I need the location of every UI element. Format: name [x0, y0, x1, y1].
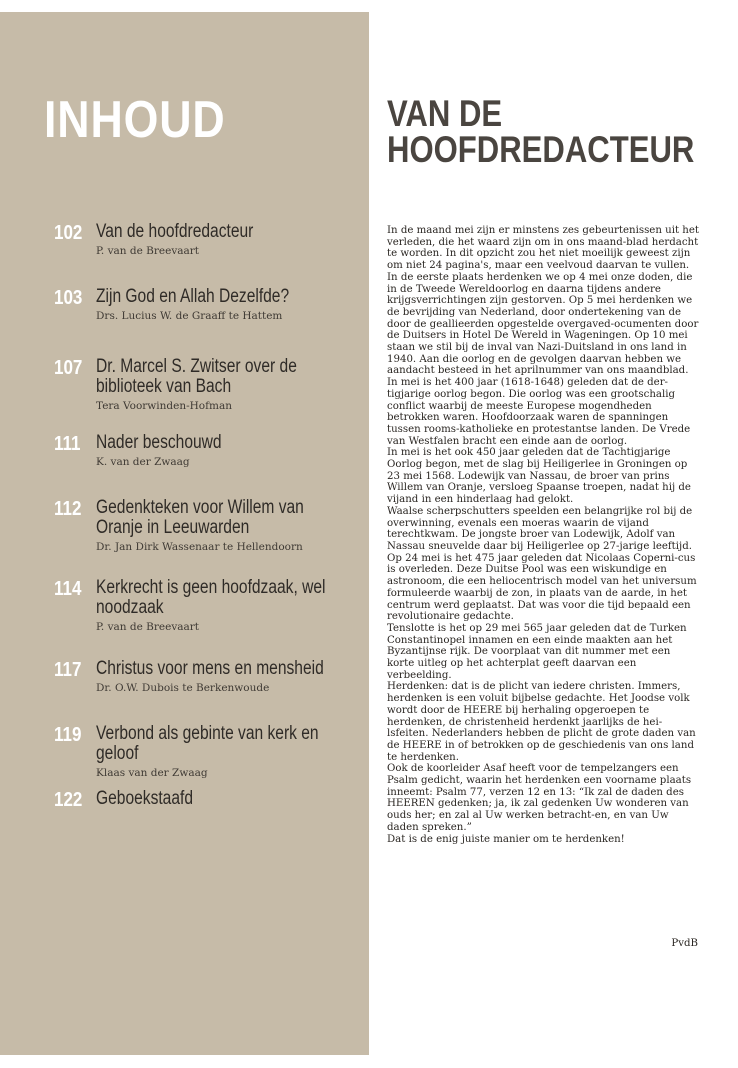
- toc-entry[interactable]: [54, 222, 359, 287]
- toc-list: [54, 222, 359, 819]
- article-paragraph: Dat is de enig juiste manier om te herdenken!: [387, 833, 625, 845]
- toc-title: Zijn God en Allah Dezelfde?: [96, 286, 290, 307]
- article-body: [387, 225, 699, 845]
- toc-title: Dr. Marcel S. Zwitser over de biblioteek van Bach: [96, 356, 297, 397]
- article-paragraph: Op 24 mei is het 475 jaar geleden dat Nicolaas Coperni-cus is overleden. Deze Duitse Pool was een wiskundige en astronoom, die een heliocentrisch model van het universum formuleerde waarbij de zon, in plaats van de aarde, in het centrum werd geplaatst. Dat was voor die tijd bepaald een revolutionaire gedachte.: [387, 552, 697, 623]
- toc-entry[interactable]: [54, 789, 359, 819]
- toc-page-number: 103: [54, 287, 83, 309]
- article-paragraph: Herdenken: dat is de plicht van iedere christen. Immers, herdenken is een voluit bijbelse gedachte. Het Joodse volk wordt door de HEERE bij herhaling opgeroepen te herdenken, de christenheid herdenkt jaarlijks de hei-lsfeiten. Nederlanders hebben de plicht de grote daden van de HEERE in of betrokken op de geschiedenis van ons land te herdenken.: [387, 681, 696, 763]
- toc-entry[interactable]: [54, 659, 359, 724]
- toc-entry[interactable]: [54, 433, 359, 498]
- article-paragraph: Waalse scherpschutters speelden een belangrijke rol bij de overwinning, evenals een moeras waarin de vijand terechtkwam. De jongste broer van Lodewijk, Adolf van Nassau sneuvelde daar bij Heiligerlee op 27-jarige leeftijd.: [387, 505, 693, 552]
- toc-author: Klaas van der Zwaag: [96, 767, 208, 779]
- toc-page-number: 119: [54, 724, 82, 746]
- article-paragraph: Ook de koorleider Asaf heeft voor de tempelzangers een Psalm gedicht, waarin het herdenken een voorname plaats inneemt: Psalm 77, verzen 12 en 13: “Ik zal de daden des HEEREN gedenken; ja, ik zal gedenken Uw wonderen van ouds her; en zal al Uw werken betracht-en, en van Uw daden spreken.”: [387, 763, 692, 833]
- toc-title: Verbond als gebinte van kerk en geloof: [96, 723, 319, 764]
- toc-entry[interactable]: [54, 724, 359, 789]
- article-paragraph: In mei is het ook 450 jaar geleden dat de Tachtigjarige Oorlog begon, met de slag bij Heiligerlee in Groningen op 23 mei 1568. Lodewijk van Nassau, de broer van prins Willem van Oranje, versloeg Spaanse troepen, nadat hij de vijand in een hinderlaag had gelokt.: [387, 447, 691, 506]
- toc-title: Gedenkteken voor Willem van Oranje in Leeuwarden: [96, 497, 304, 538]
- article-paragraph: In mei is het 400 jaar (1618-1648) geleden dat de der-tigjarige oorlog begon. Die oorlog was een grootschalig conflict waarbij de meeste Europese mogendheden betrokken waren. Hoofdoorzaak waren de spanningen tussen rooms-katholieke en protestantse landen. De Vrede van Westfalen bracht een einde aan de oorlog.: [387, 377, 691, 447]
- toc-author: Drs. Lucius W. de Graaff te Hattem: [96, 310, 283, 322]
- toc-title: Geboekstaafd: [96, 788, 194, 809]
- toc-author: Dr. O.W. Dubois te Berkenwoude: [96, 682, 270, 694]
- toc-page-number: 102: [54, 222, 83, 244]
- toc-title: Kerkrecht is geen hoofdzaak, wel noodzaak: [96, 577, 326, 618]
- toc-entry[interactable]: [54, 287, 359, 357]
- toc-page-number: 114: [54, 578, 82, 600]
- toc-entry[interactable]: [54, 498, 359, 578]
- article-paragraph: In de eerste plaats herdenken we op 4 mei onze doden, die in de Tweede Wereldoorlog en daarna tijdens andere krijgsverrichtingen zijn gestorven. Op 5 mei herdenken we de bevrijding van Nederland, door ondertekening van de door de geallieerden opgestelde overgaved-ocumenten door de Duitsers in Hotel De Wereld in Wageningen. Op 10 mei staan we stil bij de inval van Nazi-Duitsland in ons land in 1940. Aan die oorlog en de gevolgen daarvan hebben we aandacht besteed in het aprilnummer van ons maandblad.: [387, 271, 699, 377]
- toc-title: Nader beschouwd: [96, 432, 222, 453]
- article-title-line: VAN DE: [387, 93, 503, 134]
- toc-page-number: 111: [54, 433, 81, 455]
- toc-entry[interactable]: [54, 357, 359, 433]
- toc-entry[interactable]: [54, 578, 359, 659]
- toc-author: Dr. Jan Dirk Wassenaar te Hellendoorn: [96, 541, 303, 553]
- toc-page-number: 117: [54, 659, 82, 681]
- toc-page-number: 122: [54, 789, 83, 811]
- toc-author: Tera Voorwinden-Hofman: [96, 400, 232, 412]
- article-paragraph: In de maand mei zijn er minstens zes gebeurtenissen uit het verleden, die het waard zijn om in ons maand-blad herdacht te worden. In dit opzicht zou het niet moeilijk geweest zijn om niet 24 pagina's, maar een veelvoud daarvan te vullen.: [387, 225, 699, 272]
- article-paragraph: Tenslotte is het op 29 mei 565 jaar geleden dat de Turken Constantinopel innamen en een einde maakten aan het Byzantijnse rijk. De voorplaat van dit nummer met een korte uitleg op het achterplat geeft daarvan een verbeelding.: [387, 622, 687, 681]
- toc-author: P. van de Breevaart: [96, 621, 200, 633]
- toc-author: K. van der Zwaag: [96, 456, 190, 468]
- toc-page-number: 107: [54, 357, 83, 379]
- toc-title: Van de hoofdredacteur: [96, 221, 254, 242]
- toc-title: Christus voor mens en mensheid: [96, 658, 324, 679]
- article-title: [387, 93, 738, 170]
- toc-page-number: 112: [54, 498, 82, 520]
- article-title-line: HOOFDREDACTEUR: [387, 129, 695, 170]
- author-signature: PvdB: [671, 938, 698, 949]
- contents-heading: INHOUD: [44, 91, 226, 149]
- toc-author: P. van de Breevaart: [96, 245, 200, 257]
